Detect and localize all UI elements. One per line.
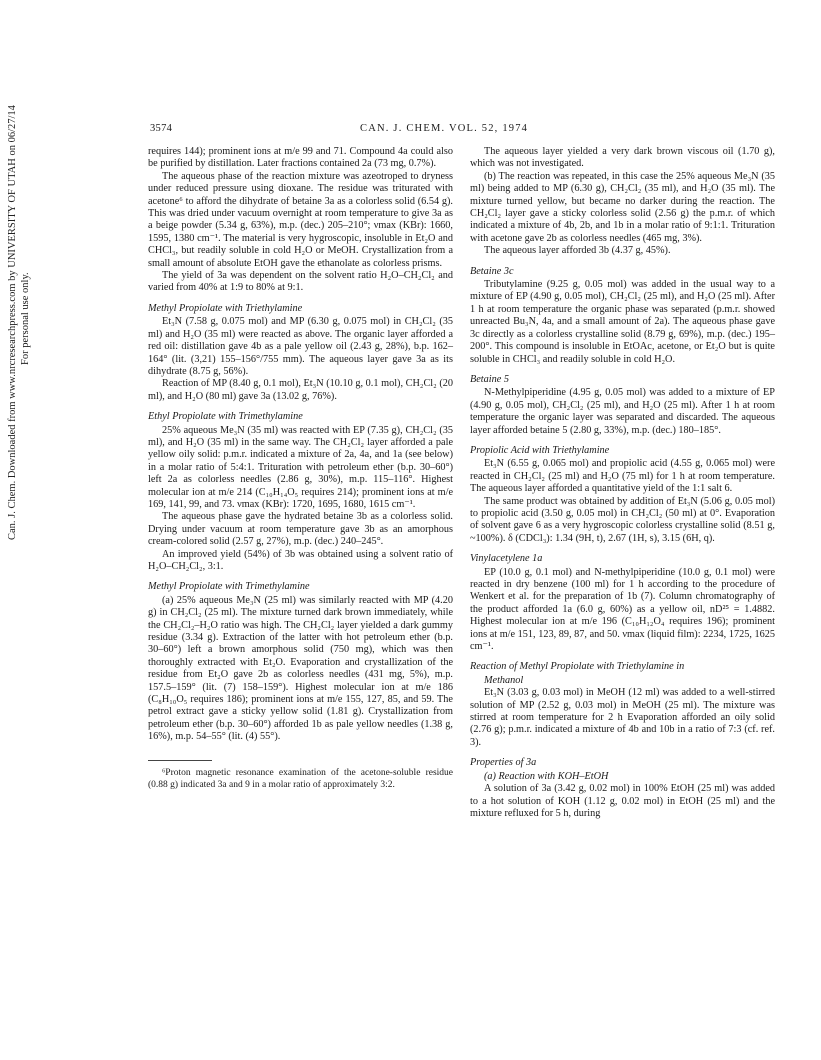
section-heading: Methyl Propiolate with Triethylamine xyxy=(148,302,303,314)
download-notice-line1: Can. J. Chem. Downloaded from www.nrcresearchpress.com by UNIVERSITY OF UTAH on 06/27/14 xyxy=(7,105,18,540)
paragraph: Et₃N (3.03 g, 0.03 mol) in MeOH (12 ml) was added to a well-stirred solution of MP (2.52 g, 0.03 mol) in MeOH (25 ml). The mixture was stirred at room temperature for 2 h Evaporation afforded an oily solid (2.76 g); p.m.r. indicated a mixture of 4b and 10b in a ratio of 7:3 (cf. ref. 3). xyxy=(470,687,775,748)
paragraph: The aqueous layer yielded a very dark brown viscous oil (1.70 g), which was not investigated. xyxy=(470,146,775,170)
download-notice-line2: For personal use only. xyxy=(20,272,31,365)
paragraph: The aqueous phase of the reaction mixture was azeotroped to dryness under reduced pressure using dioxane. The residue was triturated with acetone⁶ to afford the dihydrate of betaine 3a as a colorless solid (6.54 g). This was dried under vacuum overnight at room temperature to give 3a as a beige powder (5.34 g, 63%), m.p. (dec.) 205–210°; νmax (KBr): 1660, 1595, 1380 cm⁻¹. The material is very hygroscopic, insoluble in Et₂O and CHCl₃, but readily soluble in cold H₂O or MeOH. Crystallization from a small amount of absolute EtOH gave the ethanolate as colorless prisms. xyxy=(148,170,453,269)
paragraph: Et₃N (6.55 g, 0.065 mol) and propiolic acid (4.55 g, 0.065 mol) were reacted in CH₂Cl₂ (25 ml) and H₂O (75 ml) for 1 h at room temperature. The aqueous layer afforded a quantitative yield of the 1:1 salt 6. xyxy=(470,458,775,495)
section-heading: Reaction of Methyl Propiolate with Triethylamine in xyxy=(470,661,685,673)
paragraph: EP (10.0 g, 0.1 mol) and N-methylpiperidine (10.0 g, 0.1 mol) were reacted in dry benzene (100 ml) for 1 h according to the procedure of Wenkert et al. for the preparation of 1b (7). Column chromatography of the product afforded 1a (6.0 g, 60%) as a yellow oil, nD²⁵ = 1.4882. Highest molecular ion at m/e 196 (C₁₀H₁₂O₄ requires 196); prominent ions at m/e 151, 123, 89, 87, and 50. νmax (liquid film): 2234, 1725, 1625 cm⁻¹. xyxy=(470,566,775,653)
paragraph: The yield of 3a was dependent on the solvent ratio H₂O–CH₂Cl₂ and varied from 40% at 1:9 to 80% at 9:1. xyxy=(148,270,453,294)
paragraph: N-Methylpiperidine (4.95 g, 0.05 mol) was added to a mixture of EP (4.90 g, 0.05 mol), CH₂Cl₂ (25 ml), and H₂O (25 ml). After 1 h at room temperature the organic layer was separated and discarded. The aqueous layer afforded betaine 5 (2.80 g, 33%), m.p. (dec.) 180–185°. xyxy=(470,387,775,436)
footnote-rule xyxy=(148,760,212,761)
paragraph: (b) The reaction was repeated, in this case the 25% aqueous Me₃N (35 ml) being added to MP (6.30 g), CH₂Cl₂ (35 ml), and H₂O (35 ml). The mixture turned yellow, but became no darker during the reaction. The CH₂Cl₂ layer gave a sticky colorless solid (2.56 g) the p.m.r. of which indicated a mixture of 4b, 2b, and 1b in a molar ratio of 9:1:1. Trituration with acetone gave 2b as colorless needles (465 mg, 3%). xyxy=(470,170,775,244)
section-heading: Betaine 5 xyxy=(470,373,509,385)
page-number: 3574 xyxy=(150,123,173,134)
section-heading: Properties of 3a xyxy=(470,757,537,769)
paragraph: Et₃N (7.58 g, 0.075 mol) and MP (6.30 g, 0.075 mol) in CH₂Cl₂ (35 ml) and H₂O (35 ml) were reacted as above. The organic layer afforded a red oil: distillation gave 4b as a pale yellow oil (2.43 g, 28%), b.p. 162–164° (lit. (3,21) 155–156°/755 mm). The aqueous layer gave 3a as its dihydrate (8.75 g, 56%). xyxy=(148,316,453,377)
paragraph: The aqueous phase gave the hydrated betaine 3b as a colorless solid. Drying under vacuum at room temperature gave 3b as an amorphous cream-colored solid (2.57 g, 27%), m.p. (dec.) 240–245°. xyxy=(148,511,453,548)
left-column xyxy=(148,146,453,791)
section-heading: Vinylacetylene 1a xyxy=(470,553,543,565)
left-column-body xyxy=(148,146,453,744)
right-column-body xyxy=(470,146,775,820)
paragraph: A solution of 3a (3.42 g, 0.02 mol) in 100% EtOH (25 ml) was added to a hot solution of KOH (1.12 g, 0.02 mol) in EtOH (25 ml) and the mixture refluxed for 5 h, during xyxy=(470,783,775,819)
paragraph: (a) 25% aqueous Me₃N (25 ml) was similarly reacted with MP (4.20 g) in CH₂Cl₂ (25 ml). The mixture turned dark brown immediately, while the CH₂Cl₂–H₂O ratio was high. The CH₂Cl₂ layer yielded a dark gummy residue (3.34 g). Extraction of the latter with hot petroleum ether (b.p. 30–60°) left a brown amorphous solid (750 mg), which was then thoroughly extracted with Et₂O. Evaporation and crystallization of the residue from Et₂O gave 2b as colorless needles (431 mg, 5%), m.p. 157.5–159° (lit. (7) 158–159°). Highest molecular ion at m/e 186 (C₈H₁₀O₅ requires 186); prominent ions at m/e 155, 127, 85, and 59. The petrol extract gave a sticky yellow solid (1.81 g). Crystallization from petroleum ether (b.p. 30–60°) afforded 1b as pale yellow needles (1.38 g, 16%), m.p. 54–55° (lit. (4) 55°). xyxy=(148,594,453,743)
section-subheading: Methanol xyxy=(484,674,524,686)
paragraph: Reaction of MP (8.40 g, 0.1 mol), Et₃N (10.10 g, 0.1 mol), CH₂Cl₂ (20 ml), and H₂O (80 ml) gave 3a (13.02 g, 76%). xyxy=(148,378,453,402)
footnote: ⁶Proton magnetic resonance examination of the acetone-soluble residue (0.88 g) indicated 3a and 9 in a molar ratio of approximately 3:2. xyxy=(148,767,453,790)
section-heading: Betaine 3c xyxy=(470,265,514,277)
paragraph: The same product was obtained by addition of Et₃N (5.06 g, 0.05 mol) to propiolic acid (3.50 g, 0.05 mol) in CH₂Cl₂ (50 ml) at 0°. Evaporation of solvent gave 6 as a very hygroscopic colorless crystalline solid (8.51 g, ~100%). δ (CDCl₃): 1.34 (9H, t), 2.67 (1H, s), 3.15 (6H, q). xyxy=(470,495,775,544)
paragraph: Tributylamine (9.25 g, 0.05 mol) was added in the usual way to a mixture of EP (4.90 g, 0.05 mol), CH₂Cl₂ (25 ml), and H₂O (25 ml). After 1 h at room temperature the organic phase was separated (p.m.r. showed unreacted Bu₃N, 4a, and a small amount of 2a). The aqueous phase gave 3c directly as a colorless crystalline solid (8.79 g, 69%), m.p. (dec.) 195–200°. This compound is insoluble in EtOAc, acetone, or Et₂O but is quite soluble in CHCl₃ and readily soluble in cold H₂O. xyxy=(470,279,775,365)
paragraph: An improved yield (54%) of 3b was obtained using a solvent ratio of H₂O–CH₂Cl₂, 3:1. xyxy=(148,548,453,572)
running-head: CAN. J. CHEM. VOL. 52, 1974 xyxy=(360,123,529,134)
download-notice xyxy=(6,105,32,540)
section-heading: Ethyl Propiolate with Trimethylamine xyxy=(148,411,303,423)
section-heading: Propiolic Acid with Triethylamine xyxy=(470,444,610,456)
paragraph: The aqueous layer afforded 3b (4.37 g, 45%). xyxy=(484,245,671,257)
paragraph: 25% aqueous Me₃N (35 ml) was reacted with EP (7.35 g), CH₂Cl₂ (35 ml), and H₂O (35 ml) in the same way. The CH₂Cl₂ layer afforded a pale yellow oily solid: p.m.r. indicated a mixture of 2a, 4a, and 1a (see below) in a molar ratio of 5:4:1. Trituration with petroleum ether (b.p. 30–60°) left 2a as colorless needles (2.86 g, 30%), m.p. 115–116°. Highest molecular ion at m/e 214 (C₁₀H₁₄O₅ requires 214); prominent ions at m/e 169, 141, 99, and 73. νmax (KBr): 1720, 1695, 1680, 1615 cm⁻¹. xyxy=(148,424,453,510)
section-subheading: (a) Reaction with KOH–EtOH xyxy=(484,770,609,782)
section-heading: Methyl Propiolate with Trimethylamine xyxy=(148,581,310,593)
paragraph: requires 144); prominent ions at m/e 99 and 71. Compound 4a could also be purified by distillation. Later fractions contained 2a (73 mg, 0.7%). xyxy=(148,146,453,170)
right-column xyxy=(470,146,775,820)
